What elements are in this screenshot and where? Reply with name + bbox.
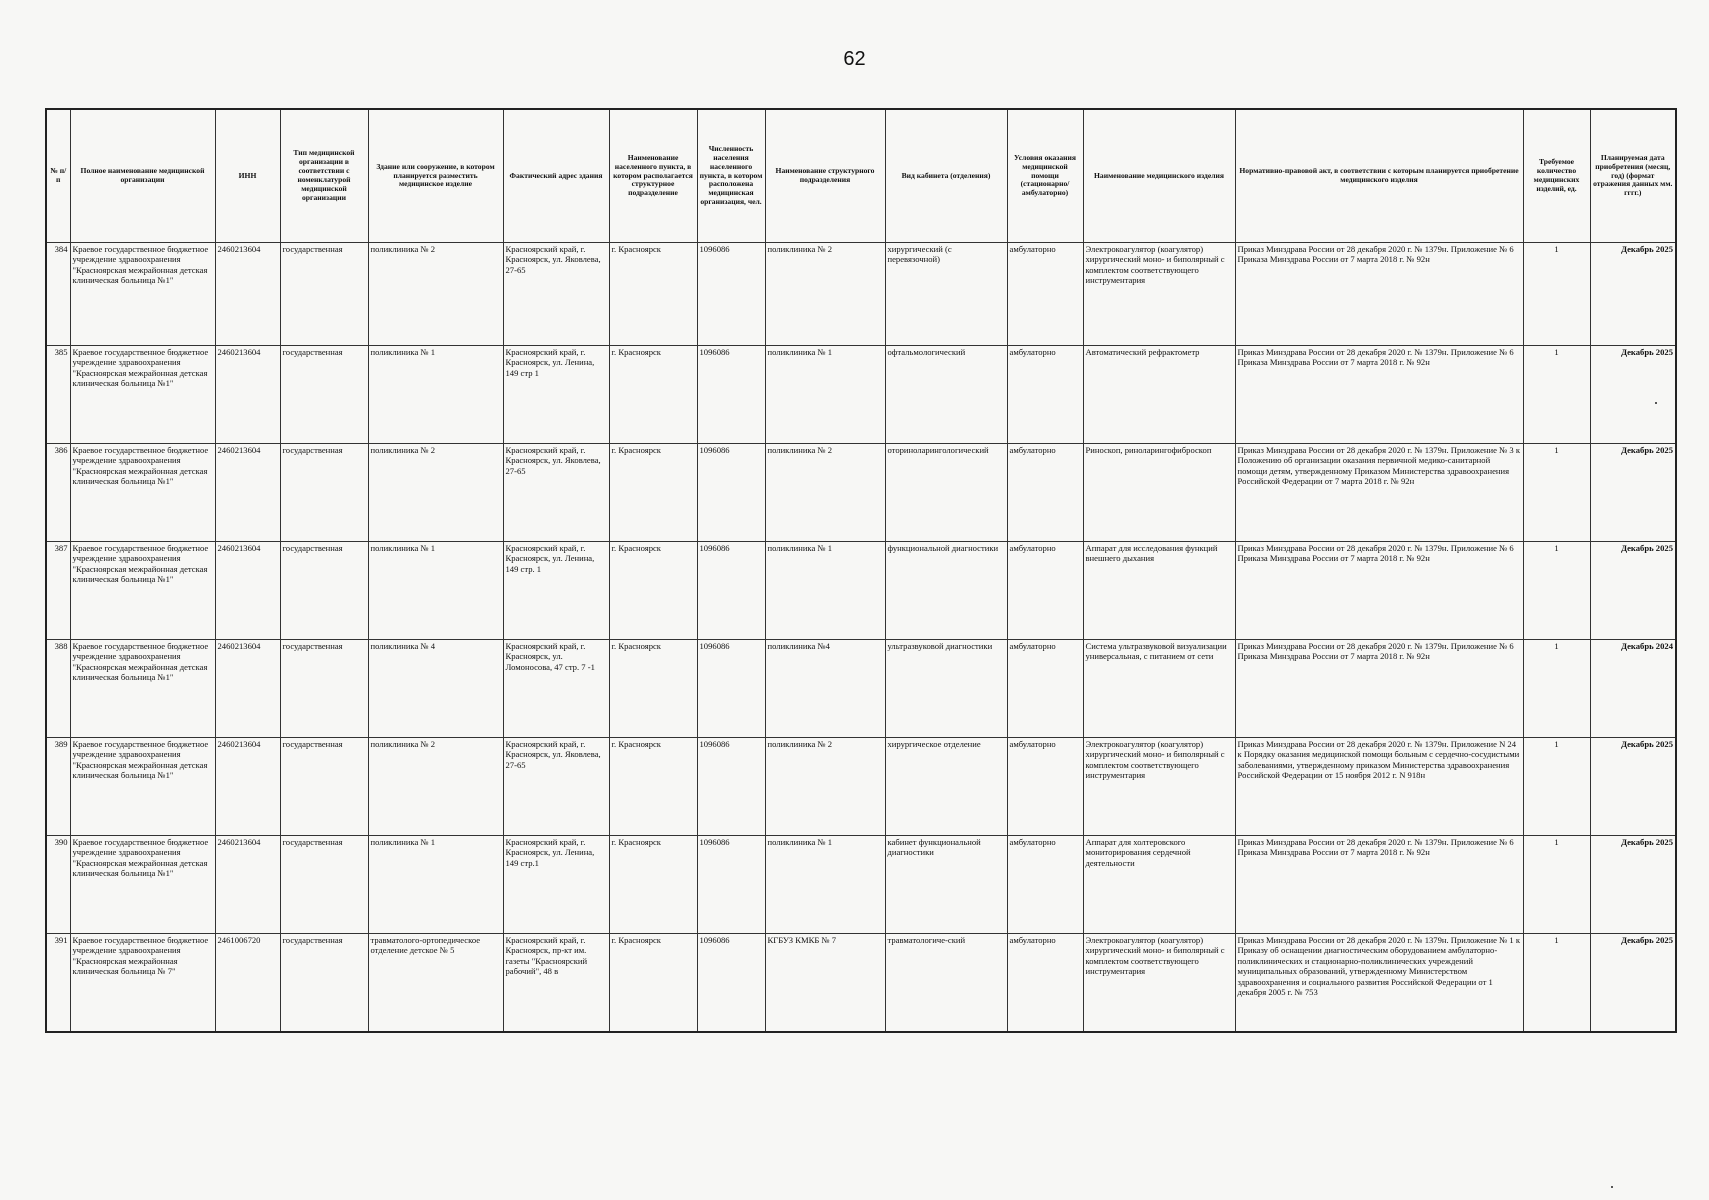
cell-type: государственная	[280, 738, 368, 836]
scan-speck	[1655, 402, 1657, 404]
cell-address: Красноярский край, г. Красноярск, ул. Ленина, 149 стр. 1	[503, 542, 609, 640]
table-row	[46, 738, 1676, 836]
cell-population: 1096086	[697, 934, 765, 1033]
cell-act: Приказ Минздрава России от 28 декабря 2020 г. № 1379н. Приложение № 6 Приказа Минздрава России от 7 марта 2018 г. № 92н	[1235, 243, 1523, 346]
col-header-type: Тип медицинской организации в соответствии с номенклатурой медицинской организации	[280, 109, 368, 243]
cell-unit: КГБУЗ КМКБ № 7	[765, 934, 885, 1033]
cell-qty: 1	[1523, 640, 1590, 738]
cell-act: Приказ Минздрава России от 28 декабря 2020 г. № 1379н. Приложение № 6 Приказа Минздрава России от 7 марта 2018 г. № 92н	[1235, 542, 1523, 640]
page-number: 62	[843, 48, 866, 70]
cell-cabinet: хирургическое отделение	[885, 738, 1007, 836]
table-row	[46, 640, 1676, 738]
table-row	[46, 243, 1676, 346]
cell-building: поликлиника № 4	[368, 640, 503, 738]
cell-locality: г. Красноярск	[609, 836, 697, 934]
cell-conditions: амбулаторно	[1007, 836, 1083, 934]
table-row	[46, 346, 1676, 444]
cell-building: поликлиника № 1	[368, 542, 503, 640]
cell-num: 390	[46, 836, 70, 934]
cell-device: Риноскоп, риноларингофиброскоп	[1083, 444, 1235, 542]
cell-device: Электрокоагулятор (коагулятор) хирургический моно- и биполярный с комплектом соответствующего инструментария	[1083, 243, 1235, 346]
col-header-device: Наименование медицинского изделия	[1083, 109, 1235, 243]
cell-unit: поликлиника № 2	[765, 243, 885, 346]
cell-unit: поликлиника № 2	[765, 738, 885, 836]
cell-qty: 1	[1523, 542, 1590, 640]
cell-building: поликлиника № 1	[368, 836, 503, 934]
cell-num: 385	[46, 346, 70, 444]
cell-num: 388	[46, 640, 70, 738]
cell-address: Красноярский край, г. Красноярск, ул. Ленина, 149 стр 1	[503, 346, 609, 444]
col-header-date: Планируемая дата приобретения (месяц, год) (формат отражения данных мм. гггг.)	[1590, 109, 1676, 243]
cell-org: Краевое государственное бюджетное учреждение здравоохранения "Красноярская межрайонная детская клиническая больница №1"	[70, 836, 215, 934]
cell-unit: поликлиника № 1	[765, 542, 885, 640]
cell-cabinet: оториноларингологический	[885, 444, 1007, 542]
cell-locality: г. Красноярск	[609, 934, 697, 1033]
cell-cabinet: кабинет функциональной диагностики	[885, 836, 1007, 934]
cell-qty: 1	[1523, 836, 1590, 934]
cell-locality: г. Красноярск	[609, 738, 697, 836]
table-body	[46, 243, 1676, 1033]
cell-locality: г. Красноярск	[609, 640, 697, 738]
cell-type: государственная	[280, 934, 368, 1033]
cell-inn: 2460213604	[215, 738, 280, 836]
cell-act: Приказ Минздрава России от 28 декабря 2020 г. № 1379н. Приложение № 6 Приказа Минздрава России от 7 марта 2018 г. № 92н	[1235, 346, 1523, 444]
cell-act: Приказ Минздрава России от 28 декабря 2020 г. № 1379н. Приложение № 6 Приказа Минздрава России от 7 марта 2018 г. № 92н	[1235, 836, 1523, 934]
cell-address: Красноярский край, г. Красноярск, ул. Ломоносова, 47 стр. 7 -1	[503, 640, 609, 738]
cell-org: Краевое государственное бюджетное учреждение здравоохранения "Красноярская межрайонная детская клиническая больница №1"	[70, 444, 215, 542]
cell-type: государственная	[280, 444, 368, 542]
cell-act: Приказ Минздрава России от 28 декабря 2020 г. № 1379н. Приложение № 1 к Приказу об оснащении диагностическим оборудованием амбулаторно-поликлинических и стационарно-поликлинических учреждений муниципальных образований, утвержденному Министерством здравоохранения и социального развития Российской Федерации от 1 декабря 2005 г. № 753	[1235, 934, 1523, 1033]
cell-locality: г. Красноярск	[609, 243, 697, 346]
cell-population: 1096086	[697, 243, 765, 346]
cell-type: государственная	[280, 542, 368, 640]
cell-address: Красноярский край, г. Красноярск, ул. Яковлева, 27-65	[503, 243, 609, 346]
cell-cabinet: ультразвуковой диагностики	[885, 640, 1007, 738]
cell-date: Декабрь 2025	[1590, 346, 1676, 444]
col-header-act: Нормативно-правовой акт, в соответствии с которым планируется приобретение медицинского изделия	[1235, 109, 1523, 243]
cell-org: Краевое государственное бюджетное учреждение здравоохранения "Красноярская межрайонная детская клиническая больница №1"	[70, 640, 215, 738]
cell-num: 387	[46, 542, 70, 640]
col-header-qty: Требуемое количество медицинских изделий, ед.	[1523, 109, 1590, 243]
cell-population: 1096086	[697, 346, 765, 444]
cell-population: 1096086	[697, 542, 765, 640]
col-header-cabinet: Вид кабинета (отделения)	[885, 109, 1007, 243]
cell-type: государственная	[280, 243, 368, 346]
cell-inn: 2460213604	[215, 346, 280, 444]
table-header	[46, 109, 1676, 243]
col-header-address: Фактический адрес здания	[503, 109, 609, 243]
cell-building: поликлиника № 1	[368, 346, 503, 444]
cell-conditions: амбулаторно	[1007, 444, 1083, 542]
cell-qty: 1	[1523, 243, 1590, 346]
cell-conditions: амбулаторно	[1007, 738, 1083, 836]
cell-unit: поликлиника № 1	[765, 346, 885, 444]
cell-cabinet: офтальмологический	[885, 346, 1007, 444]
cell-qty: 1	[1523, 738, 1590, 836]
cell-org: Краевое государственное бюджетное учреждение здравоохранения "Красноярская межрайонная детская клиническая больница №1"	[70, 243, 215, 346]
cell-inn: 2460213604	[215, 836, 280, 934]
cell-type: государственная	[280, 836, 368, 934]
cell-org: Краевое государственное бюджетное учреждение здравоохранения "Красноярская межрайонная детская клиническая больница №1"	[70, 542, 215, 640]
cell-locality: г. Красноярск	[609, 346, 697, 444]
cell-date: Декабрь 2025	[1590, 243, 1676, 346]
cell-inn: 2460213604	[215, 542, 280, 640]
cell-qty: 1	[1523, 444, 1590, 542]
cell-building: поликлиника № 2	[368, 243, 503, 346]
cell-date: Декабрь 2025	[1590, 542, 1676, 640]
col-header-conditions: Условия оказания медицинской помощи (стационарно/ амбулаторно)	[1007, 109, 1083, 243]
cell-address: Красноярский край, г. Красноярск, пр-кт им. газеты "Красноярский рабочий", 48 в	[503, 934, 609, 1033]
cell-conditions: амбулаторно	[1007, 346, 1083, 444]
cell-type: государственная	[280, 346, 368, 444]
scan-speck	[1611, 1186, 1613, 1188]
cell-cabinet: хирургический (с перевязочной)	[885, 243, 1007, 346]
cell-org: Краевое государственное бюджетное учреждение здравоохранения "Красноярская межрайонная клиническая больница № 7"	[70, 934, 215, 1033]
cell-qty: 1	[1523, 346, 1590, 444]
cell-num: 386	[46, 444, 70, 542]
cell-cabinet: травматологиче-ский	[885, 934, 1007, 1033]
cell-population: 1096086	[697, 836, 765, 934]
cell-address: Красноярский край, г. Красноярск, ул. Яковлева, 27-65	[503, 738, 609, 836]
cell-act: Приказ Минздрава России от 28 декабря 2020 г. № 1379н. Приложение № 3 к Положению об организации оказания первичной медико-санитарной помощи детям, утвержденному Приказом Министерства здравоохранения Российской Федерации от 7 марта 2018 г. № 92н	[1235, 444, 1523, 542]
cell-conditions: амбулаторно	[1007, 243, 1083, 346]
cell-device: Аппарат для исследования функций внешнего дыхания	[1083, 542, 1235, 640]
cell-num: 391	[46, 934, 70, 1033]
cell-locality: г. Красноярск	[609, 444, 697, 542]
cell-org: Краевое государственное бюджетное учреждение здравоохранения "Красноярская межрайонная детская клиническая больница №1"	[70, 346, 215, 444]
table-row	[46, 934, 1676, 1033]
cell-device: Автоматический рефрактометр	[1083, 346, 1235, 444]
cell-inn: 2461006720	[215, 934, 280, 1033]
col-header-unit: Наименование структурного подразделения	[765, 109, 885, 243]
col-header-population: Численность населения населенного пункта, в котором расположена медицинская организация, чел.	[697, 109, 765, 243]
cell-population: 1096086	[697, 738, 765, 836]
cell-inn: 2460213604	[215, 444, 280, 542]
cell-date: Декабрь 2025	[1590, 444, 1676, 542]
header-row	[46, 109, 1676, 243]
table-row	[46, 542, 1676, 640]
cell-conditions: амбулаторно	[1007, 640, 1083, 738]
cell-building: поликлиника № 2	[368, 444, 503, 542]
col-header-num: № п/п	[46, 109, 70, 243]
cell-unit: поликлиника № 1	[765, 836, 885, 934]
cell-num: 384	[46, 243, 70, 346]
cell-unit: поликлиника № 2	[765, 444, 885, 542]
medical-equipment-table	[45, 108, 1677, 1033]
cell-population: 1096086	[697, 444, 765, 542]
cell-address: Красноярский край, г. Красноярск, ул. Яковлева, 27-65	[503, 444, 609, 542]
cell-conditions: амбулаторно	[1007, 934, 1083, 1033]
cell-unit: поликлиника №4	[765, 640, 885, 738]
cell-building: травматолого-ортопедическое отделение детское № 5	[368, 934, 503, 1033]
cell-population: 1096086	[697, 640, 765, 738]
cell-act: Приказ Минздрава России от 28 декабря 2020 г. № 1379н. Приложение № 6 Приказа Минздрава России от 7 марта 2018 г. № 92н	[1235, 640, 1523, 738]
cell-date: Декабрь 2024	[1590, 640, 1676, 738]
document-table-wrapper	[45, 108, 1677, 1033]
cell-locality: г. Красноярск	[609, 542, 697, 640]
col-header-locality: Наименование населенного пункта, в котором располагается структурное подразделение	[609, 109, 697, 243]
cell-act: Приказ Минздрава России от 28 декабря 2020 г. № 1379н. Приложение N 24 к Порядку оказания медицинской помощи больным с сердечно-сосудистыми заболеваниями, утвержденному приказом Министерства здравоохранения Российской Федерации от 15 ноября 2012 г. N 918н	[1235, 738, 1523, 836]
cell-conditions: амбулаторно	[1007, 542, 1083, 640]
cell-device: Аппарат для холтеровского мониторирования сердечной деятельности	[1083, 836, 1235, 934]
cell-building: поликлиника № 2	[368, 738, 503, 836]
cell-device: Электрокоагулятор (коагулятор) хирургический моно- и биполярный с комплектом соответствующего инструментария	[1083, 738, 1235, 836]
col-header-inn: ИНН	[215, 109, 280, 243]
cell-inn: 2460213604	[215, 640, 280, 738]
cell-qty: 1	[1523, 934, 1590, 1033]
col-header-building: Здание или сооружение, в котором планируется разместить медицинское изделие	[368, 109, 503, 243]
cell-cabinet: функциональной диагностики	[885, 542, 1007, 640]
cell-date: Декабрь 2025	[1590, 738, 1676, 836]
cell-inn: 2460213604	[215, 243, 280, 346]
cell-org: Краевое государственное бюджетное учреждение здравоохранения "Красноярская межрайонная детская клиническая больница №1"	[70, 738, 215, 836]
cell-date: Декабрь 2025	[1590, 934, 1676, 1033]
cell-address: Красноярский край, г. Красноярск, ул. Ленина, 149 стр.1	[503, 836, 609, 934]
cell-device: Система ультразвуковой визуализации универсальная, с питанием от сети	[1083, 640, 1235, 738]
col-header-org: Полное наименование медицинской организации	[70, 109, 215, 243]
cell-type: государственная	[280, 640, 368, 738]
table-row	[46, 836, 1676, 934]
cell-device: Электрокоагулятор (коагулятор) хирургический моно- и биполярный с комплектом соответствующего инструментария	[1083, 934, 1235, 1033]
cell-date: Декабрь 2025	[1590, 836, 1676, 934]
table-row	[46, 444, 1676, 542]
cell-num: 389	[46, 738, 70, 836]
